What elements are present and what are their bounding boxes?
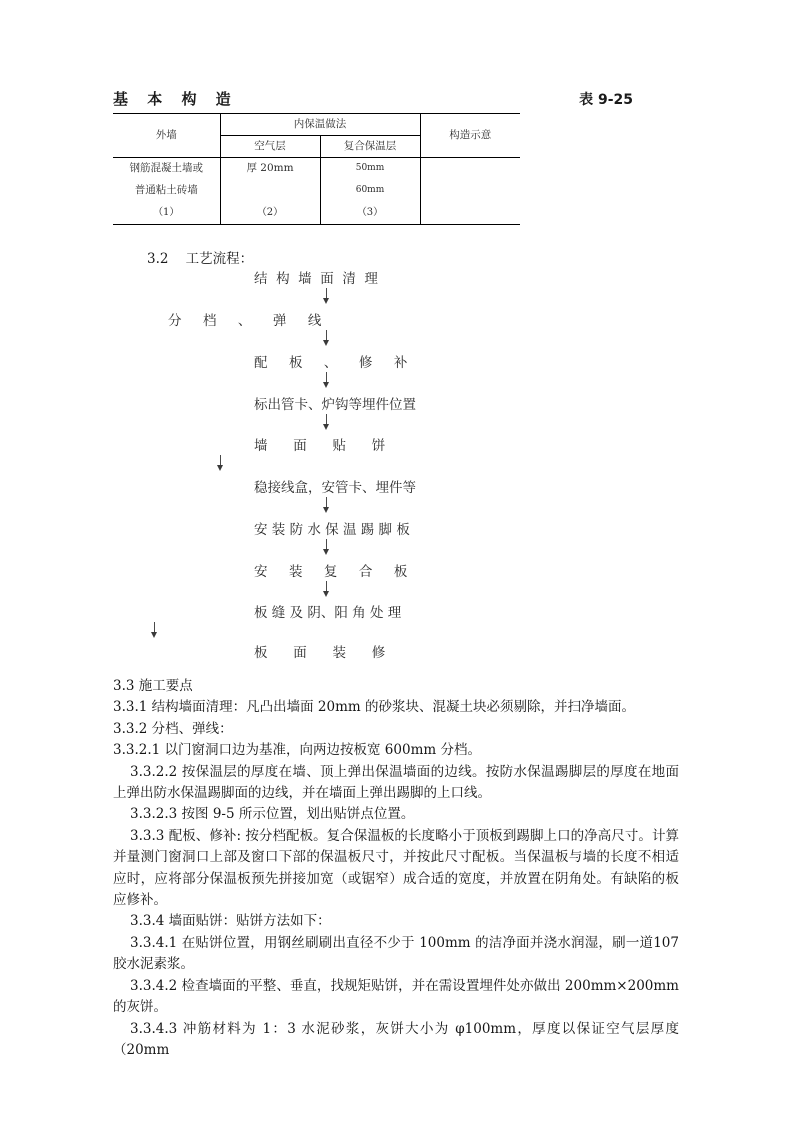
cell-air-thickness: 厚 20mm <box>220 158 320 181</box>
flow-arrow-3 <box>322 372 331 389</box>
cell-insulation-50: 50mm <box>320 158 420 181</box>
flow-node-8: 安 装 复 合 板 <box>254 564 408 580</box>
flow-node-2: 分 档 、 弹 线 <box>168 313 322 329</box>
flow-arrow-8 <box>322 581 331 598</box>
table-header-diagram: 构造示意 <box>420 114 520 158</box>
flow-arrow-6 <box>322 497 331 514</box>
section-3-3-heading: 3.3 施工要点 <box>113 678 193 694</box>
flow-arrow-7 <box>322 539 331 556</box>
paragraph-3-3-1: 3.3.1 结构墙面清理：凡凸出墙面 20mm 的砂浆块、混凝土块必须剔除，并扫净墙面。 <box>113 699 636 716</box>
flow-node-6: 稳接线盒，安管卡、埋件等 <box>254 480 416 496</box>
table-header-group: 内保温做法 <box>220 114 420 136</box>
paragraph-3-3-2-2: 3.3.2.2 按保温层的厚度在墙、顶上弹出保温墙面的边线。按防水保温踢脚层的厚度在地面上弹出防水保温踢脚面的边线，并在墙面上弹出踢脚的上口线。 <box>113 763 679 802</box>
cell-air-number: （2） <box>220 202 320 225</box>
page-title: 基 本 构 造 <box>113 90 238 108</box>
flow-arrow-1 <box>322 288 331 305</box>
flow-node-9: 板 缝 及 阴、阳 角 处 理 <box>254 605 402 621</box>
paragraph-3-3-4-2: 3.3.4.2 检查墙面的平整、垂直，找规矩贴饼，并在需设置埋件处亦做出 200mm×200mm 的灰饼。 <box>113 977 679 1016</box>
flow-node-10: 板 面 装 修 <box>254 645 386 661</box>
paragraph-3-3-4-3: 3.3.4.3 冲筋材料为 1：3 水泥砂浆，灰饼大小为 φ100mm，厚度以保证空气层厚度（20mm <box>113 1020 679 1058</box>
paragraph-3-3-3: 3.3.3 配板、修补: 按分档配板。复合保温板的长度略小于顶板到踢脚上口的净高尺寸。计算并量测门窗洞口上部及窗口下部的保温板尺寸，并按此尺寸配板。当保温板与墙的长度不相适应时，应将部分保温板预先拼接加宽（或锯窄）成合适的宽度，并放置在阴角处。有缺陷的板应修补。 <box>113 827 679 909</box>
flow-arrow-9 <box>150 622 159 639</box>
section-3-3 <box>113 676 679 1061</box>
cell-wall-number: （1） <box>113 202 220 225</box>
table-header-composite-layer: 复合保温层 <box>320 136 420 158</box>
cell-wall-line2: 普通粘土砖墙 <box>113 180 220 202</box>
cell-insulation-60: 60mm <box>320 180 420 202</box>
paragraph-3-3-2: 3.3.2 分档、弹线： <box>113 720 233 737</box>
section-3-2-heading: 3.2 工艺流程： <box>147 251 254 267</box>
paragraph-3-3-4-1: 3.3.4.1 在贴饼位置，用钢丝刷刷出直径不少于 100mm 的洁净面并浇水润湿，刷一道107 胶水泥素浆。 <box>113 934 679 973</box>
flow-node-4: 标出管卡、炉钩等埋件位置 <box>254 397 416 413</box>
flow-arrow-5 <box>216 455 225 472</box>
flow-arrow-2 <box>322 330 331 347</box>
flow-node-5: 墙 面 贴 饼 <box>254 438 386 454</box>
flow-arrow-4 <box>322 414 331 431</box>
cell-wall-line1: 钢筋混凝土墙或 <box>113 158 220 181</box>
paragraph-3-3-2-1: 3.3.2.1 以门窗洞口边为基准，向两边按板宽 600mm 分档。 <box>113 742 481 759</box>
paragraph-3-3-2-3: 3.3.2.3 按图 9-5 所示位置，划出贴饼点位置。 <box>130 806 415 823</box>
paragraph-3-3-4: 3.3.4 墙面贴饼：贴饼方法如下： <box>130 913 331 930</box>
flow-node-1: 结 构 墙 面 清 理 <box>254 271 378 287</box>
table-number: 表 9-25 <box>579 92 633 108</box>
cell-insulation-number: （3） <box>320 202 420 225</box>
flow-node-7: 安 装 防 水 保 温 踢 脚 板 <box>254 522 410 538</box>
table-header-wall: 外墙 <box>113 114 220 158</box>
table-header-air-layer: 空气层 <box>220 136 320 158</box>
flow-node-3: 配 板 、 修 补 <box>254 355 408 371</box>
